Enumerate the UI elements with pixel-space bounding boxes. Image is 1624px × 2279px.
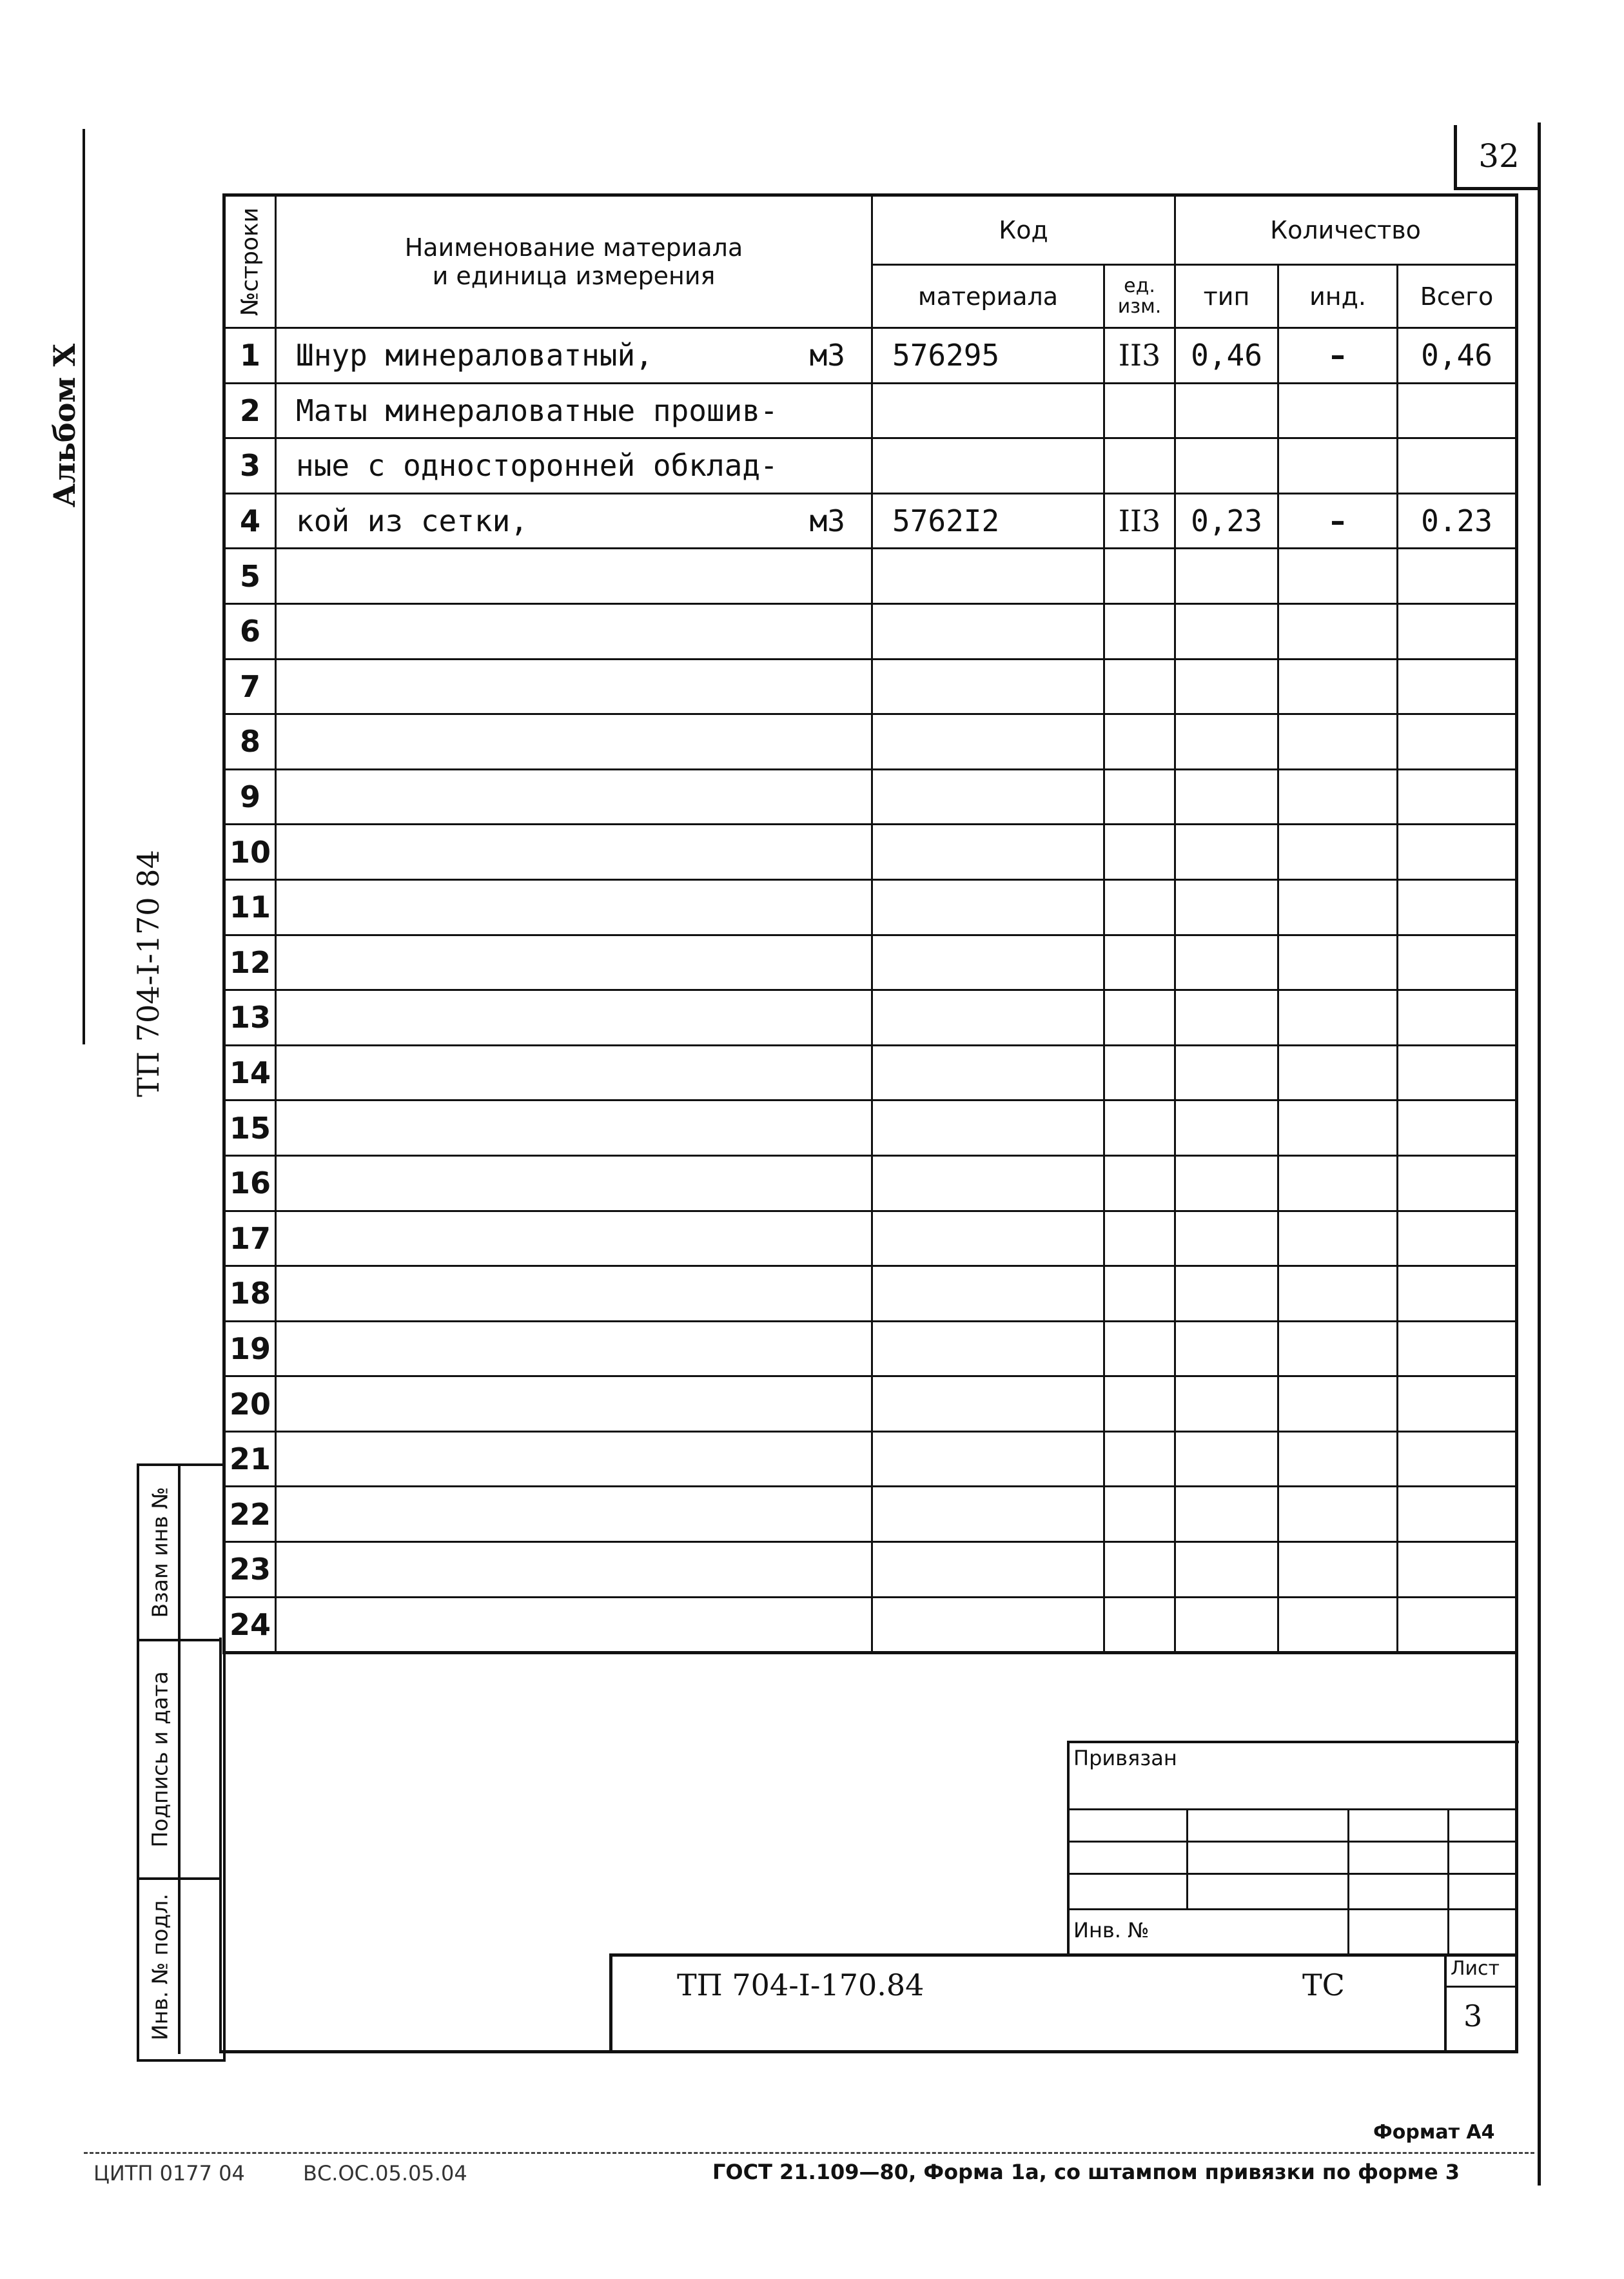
material-name-cell — [276, 328, 872, 384]
inventory-number-label: Инв. № — [1073, 1918, 1150, 1942]
unit-code — [1104, 1542, 1175, 1598]
material-code — [872, 438, 1104, 494]
header-quantity: Количество — [1175, 195, 1517, 265]
table-row — [224, 825, 1517, 880]
quantity-ind — [1278, 383, 1398, 438]
row-number: 24 — [224, 1597, 276, 1653]
quantity-ind — [1278, 825, 1398, 880]
quantity-type — [1175, 990, 1278, 1046]
table-row — [224, 659, 1517, 714]
quantity-type — [1175, 714, 1278, 770]
quantity-total — [1398, 825, 1517, 880]
unit-code — [1104, 603, 1175, 659]
left-stamp-strip — [137, 1463, 226, 2062]
quantity-total — [1398, 1321, 1517, 1376]
quantity-ind — [1278, 1266, 1398, 1322]
unit-code — [1104, 549, 1175, 604]
stamp-cell-inv-podl — [139, 1880, 220, 2054]
table-row — [224, 603, 1517, 659]
material-code — [872, 603, 1104, 659]
quantity-type — [1175, 769, 1278, 825]
quantity-type — [1175, 1211, 1278, 1266]
unit-code: II3 — [1104, 328, 1175, 384]
header-code-unit: ед. изм. — [1104, 265, 1175, 328]
material-code — [872, 1487, 1104, 1542]
quantity-type — [1175, 1597, 1278, 1653]
header-q-total: Всего — [1398, 265, 1517, 328]
row-number: 14 — [224, 1045, 276, 1100]
quantity-total — [1398, 769, 1517, 825]
table-row — [224, 549, 1517, 604]
quantity-total — [1398, 1155, 1517, 1211]
material-unit: м3 — [809, 504, 845, 539]
table-row — [224, 1155, 1517, 1211]
row-number: 19 — [224, 1321, 276, 1376]
quantity-total — [1398, 659, 1517, 714]
row-number: 20 — [224, 1376, 276, 1432]
quantity-type — [1175, 879, 1278, 935]
quantity-total — [1398, 1542, 1517, 1598]
table-row — [224, 1100, 1517, 1156]
material-code — [872, 714, 1104, 770]
material-code — [872, 1045, 1104, 1100]
table-row — [224, 493, 1517, 549]
material-name-cell — [276, 1542, 872, 1598]
row-number: 3 — [224, 438, 276, 494]
unit-code — [1104, 1211, 1175, 1266]
quantity-ind — [1278, 879, 1398, 935]
quantity-type — [1175, 825, 1278, 880]
quantity-type: 0,23 — [1175, 493, 1278, 549]
material-code — [872, 659, 1104, 714]
material-name-cell — [276, 1487, 872, 1542]
header-name-line1: Наименование материала — [404, 233, 743, 262]
quantity-total — [1398, 714, 1517, 770]
unit-code — [1104, 935, 1175, 990]
quantity-ind — [1278, 1487, 1398, 1542]
material-code — [872, 1266, 1104, 1322]
quantity-total — [1398, 935, 1517, 990]
quantity-ind — [1278, 935, 1398, 990]
unit-code — [1104, 769, 1175, 825]
material-code — [872, 383, 1104, 438]
row-number: 11 — [224, 879, 276, 935]
quantity-type — [1175, 1542, 1278, 1598]
row-number: 21 — [224, 1431, 276, 1487]
unit-code — [1104, 879, 1175, 935]
quantity-ind — [1278, 714, 1398, 770]
material-code — [872, 1100, 1104, 1156]
material-code — [872, 1211, 1104, 1266]
unit-code — [1104, 990, 1175, 1046]
unit-code — [1104, 1100, 1175, 1156]
sheet-box-divider — [1444, 1986, 1515, 1988]
row-number: 7 — [224, 659, 276, 714]
quantity-total — [1398, 383, 1517, 438]
material-code: 5762I2 — [872, 493, 1104, 549]
unit-code — [1104, 1487, 1175, 1542]
album-label: Альбом X — [47, 343, 82, 508]
row-number: 8 — [224, 714, 276, 770]
table-row — [224, 1597, 1517, 1653]
quantity-type — [1175, 1045, 1278, 1100]
material-name: ные с односторонней обклад- — [296, 448, 778, 484]
quantity-ind — [1278, 1100, 1398, 1156]
row-number: 6 — [224, 603, 276, 659]
binding-stamp-divider — [1186, 1808, 1188, 1908]
unit-code — [1104, 825, 1175, 880]
quantity-total: 0.23 — [1398, 493, 1517, 549]
title-block-tc: ТС — [1302, 1968, 1345, 2002]
material-code — [872, 1376, 1104, 1432]
quantity-total — [1398, 549, 1517, 604]
binding-stamp-label: Привязан — [1073, 1746, 1177, 1770]
materials-table — [222, 193, 1518, 1654]
footer-dashed-rule — [84, 2152, 1534, 2154]
material-code: 576295 — [872, 328, 1104, 384]
footer-gost: ГОСТ 21.109—80, Форма 1а, со штампом привязки по форме 3 — [712, 2160, 1460, 2184]
quantity-total: 0,46 — [1398, 328, 1517, 384]
sheet-label: Лист — [1451, 1957, 1500, 1980]
quantity-ind — [1278, 1431, 1398, 1487]
material-code — [872, 1597, 1104, 1653]
material-name-cell — [276, 1155, 872, 1211]
material-code — [872, 769, 1104, 825]
quantity-type — [1175, 1487, 1278, 1542]
material-code — [872, 935, 1104, 990]
unit-code — [1104, 1321, 1175, 1376]
table-row — [224, 769, 1517, 825]
material-name-cell — [276, 1321, 872, 1376]
quantity-ind: – — [1278, 493, 1398, 549]
table-row — [224, 438, 1517, 494]
table-row — [224, 328, 1517, 384]
page-right-rule — [1538, 122, 1541, 2186]
stamp-label-inv-podl: Инв. № подл. — [142, 1880, 181, 2054]
unit-code: II3 — [1104, 493, 1175, 549]
footer-left-code: ЦИТП 0177 04 — [93, 2161, 245, 2186]
table-row — [224, 1045, 1517, 1100]
material-name-cell — [276, 1100, 872, 1156]
header-material-name — [276, 195, 872, 328]
row-number: 9 — [224, 769, 276, 825]
project-code-side: ТП 704-I-170 84 — [131, 850, 166, 1097]
table-row — [224, 1431, 1517, 1487]
quantity-ind — [1278, 1045, 1398, 1100]
quantity-type — [1175, 438, 1278, 494]
row-number: 12 — [224, 935, 276, 990]
material-name-cell — [276, 383, 872, 438]
row-number: 22 — [224, 1487, 276, 1542]
header-q-type: тип — [1175, 265, 1278, 328]
quantity-total — [1398, 1211, 1517, 1266]
material-code — [872, 990, 1104, 1046]
material-name-cell — [276, 1211, 872, 1266]
table-row — [224, 879, 1517, 935]
quantity-total — [1398, 1045, 1517, 1100]
quantity-type: 0,46 — [1175, 328, 1278, 384]
quantity-ind: – — [1278, 328, 1398, 384]
quantity-ind — [1278, 1211, 1398, 1266]
unit-code — [1104, 1266, 1175, 1322]
table-row — [224, 1376, 1517, 1432]
quantity-type — [1175, 935, 1278, 990]
unit-code — [1104, 1597, 1175, 1653]
header-code-material: материала — [872, 265, 1104, 328]
quantity-ind — [1278, 1597, 1398, 1653]
material-name-cell — [276, 1045, 872, 1100]
row-number: 4 — [224, 493, 276, 549]
table-body — [224, 328, 1517, 1653]
binding-stamp-divider — [1447, 1808, 1449, 1953]
material-code — [872, 825, 1104, 880]
material-name-cell — [276, 935, 872, 990]
page-left-margin-rule — [83, 129, 85, 1044]
quantity-type — [1175, 1155, 1278, 1211]
material-code — [872, 1431, 1104, 1487]
quantity-ind — [1278, 549, 1398, 604]
material-name-cell — [276, 438, 872, 494]
quantity-total — [1398, 990, 1517, 1046]
quantity-type — [1175, 659, 1278, 714]
row-number: 18 — [224, 1266, 276, 1322]
material-code — [872, 879, 1104, 935]
quantity-type — [1175, 1431, 1278, 1487]
stamp-cell-vzam — [139, 1466, 220, 1641]
material-name-cell — [276, 825, 872, 880]
quantity-type — [1175, 603, 1278, 659]
quantity-type — [1175, 1100, 1278, 1156]
quantity-type — [1175, 1376, 1278, 1432]
frame-left-line — [219, 1638, 222, 2050]
material-code — [872, 1321, 1104, 1376]
material-code — [872, 549, 1104, 604]
quantity-total — [1398, 879, 1517, 935]
material-code — [872, 1542, 1104, 1598]
row-number: 1 — [224, 328, 276, 384]
quantity-total — [1398, 1431, 1517, 1487]
row-number: 16 — [224, 1155, 276, 1211]
stamp-label-vzam: Взам инв № — [142, 1466, 181, 1639]
table-row — [224, 1542, 1517, 1598]
table-row — [224, 1321, 1517, 1376]
quantity-ind — [1278, 769, 1398, 825]
quantity-type — [1175, 549, 1278, 604]
material-name: Маты минераловатные прошив- — [296, 393, 778, 428]
stamp-label-podpis: Подпись и дата — [142, 1641, 181, 1877]
table-row — [224, 1211, 1517, 1266]
header-name-line2: и единица измерения — [432, 262, 716, 290]
row-number: 2 — [224, 383, 276, 438]
table-row — [224, 935, 1517, 990]
quantity-ind — [1278, 603, 1398, 659]
quantity-ind — [1278, 438, 1398, 494]
quantity-total — [1398, 1597, 1517, 1653]
sheet-value: 3 — [1463, 1999, 1483, 2033]
quantity-total — [1398, 1376, 1517, 1432]
material-name-cell — [276, 1431, 872, 1487]
quantity-ind — [1278, 1155, 1398, 1211]
row-number: 10 — [224, 825, 276, 880]
quantity-total — [1398, 1487, 1517, 1542]
format-label: Формат А4 — [1373, 2121, 1495, 2144]
quantity-total — [1398, 1100, 1517, 1156]
material-name-cell — [276, 714, 872, 770]
quantity-type — [1175, 1321, 1278, 1376]
row-number: 5 — [224, 549, 276, 604]
quantity-ind — [1278, 1376, 1398, 1432]
material-name: Шнур минераловатный, — [296, 338, 653, 373]
unit-code — [1104, 1045, 1175, 1100]
quantity-type — [1175, 383, 1278, 438]
unit-code — [1104, 383, 1175, 438]
row-number: 15 — [224, 1100, 276, 1156]
sheet-number: 32 — [1454, 125, 1541, 190]
quantity-ind — [1278, 1321, 1398, 1376]
material-name-cell — [276, 549, 872, 604]
unit-code — [1104, 438, 1175, 494]
material-name-cell — [276, 1266, 872, 1322]
row-number: 17 — [224, 1211, 276, 1266]
material-name: кой из сетки, — [296, 504, 529, 539]
quantity-ind — [1278, 659, 1398, 714]
table-row — [224, 990, 1517, 1046]
material-name-cell — [276, 1597, 872, 1653]
quantity-ind — [1278, 990, 1398, 1046]
table-row — [224, 1266, 1517, 1322]
stamp-cell-podpis — [139, 1641, 220, 1880]
table-row — [224, 383, 1517, 438]
table-row — [224, 714, 1517, 770]
unit-code — [1104, 1431, 1175, 1487]
row-number: 23 — [224, 1542, 276, 1598]
quantity-type — [1175, 1266, 1278, 1322]
quantity-total — [1398, 603, 1517, 659]
unit-code — [1104, 1155, 1175, 1211]
material-name-cell — [276, 659, 872, 714]
row-number: 13 — [224, 990, 276, 1046]
header-code: Код — [872, 195, 1175, 265]
unit-code — [1104, 659, 1175, 714]
title-block-code: ТП 704-I-170.84 — [677, 1968, 925, 2002]
unit-code — [1104, 1376, 1175, 1432]
header-row-number: №строки — [224, 195, 276, 328]
material-code — [872, 1155, 1104, 1211]
material-name-cell — [276, 603, 872, 659]
material-name-cell — [276, 769, 872, 825]
footer-doc-code: ВС.ОС.05.05.04 — [303, 2161, 467, 2186]
header-q-ind: инд. — [1278, 265, 1398, 328]
unit-code — [1104, 714, 1175, 770]
material-unit: м3 — [809, 338, 845, 373]
material-name-cell — [276, 879, 872, 935]
binding-stamp-divider — [1347, 1808, 1349, 1953]
quantity-total — [1398, 1266, 1517, 1322]
material-name-cell — [276, 990, 872, 1046]
material-name-cell — [276, 1376, 872, 1432]
material-name-cell — [276, 493, 872, 549]
quantity-ind — [1278, 1542, 1398, 1598]
quantity-total — [1398, 438, 1517, 494]
table-row — [224, 1487, 1517, 1542]
